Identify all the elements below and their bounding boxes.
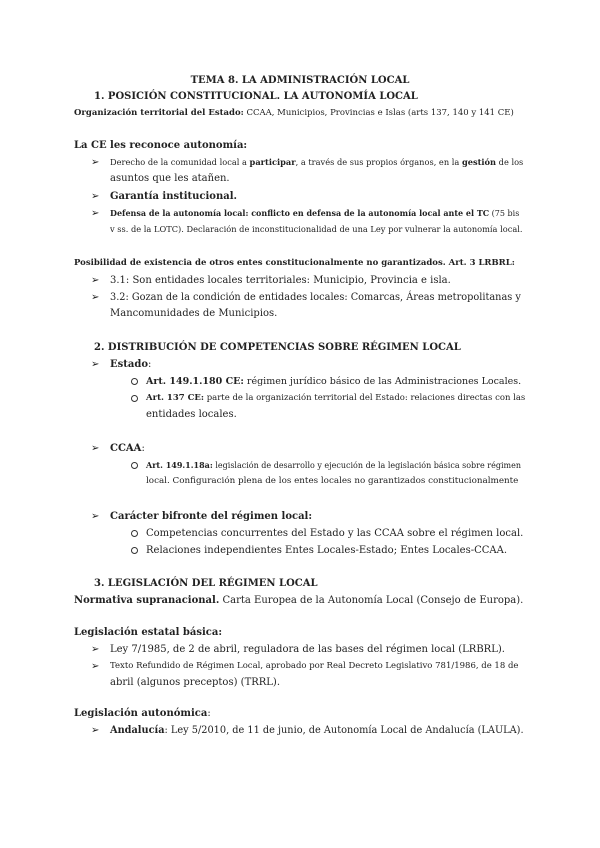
- estatal-heading: Legislación estatal básica:: [74, 627, 223, 638]
- texto-refundido-line2: abril (algunos preceptos) (TRRL).: [110, 677, 281, 688]
- bullet-defensa: [110, 206, 519, 221]
- bifronte-competencias: Competencias concurrentes del Estado y las CCAA sobre el régimen local.: [146, 528, 524, 539]
- colon: :: [141, 443, 145, 454]
- ccaa-label: CCAA: [110, 443, 142, 454]
- estado-item: [110, 357, 151, 372]
- bullet-bold: Defensa de la autonomía local: conflicto en defensa de la autonomía local ante el TC: [110, 208, 490, 218]
- section-3-heading: 3. LEGISLACIÓN DEL RÉGIMEN LOCAL: [94, 578, 318, 589]
- estado-art-137-line2: entidades locales.: [146, 409, 237, 420]
- arrow-bullet-icon: ➢: [91, 208, 100, 219]
- circle-bullet-icon: [131, 395, 138, 402]
- andalucia-text: : Ley 5/2010, de 11 de junio, de Autonomía Local de Andalucía (LAULA).: [164, 725, 524, 736]
- texto-refundido: Texto Refundido de Régimen Local, aprobado por Real Decreto Legislativo 781/1986, de 18 de: [110, 661, 519, 671]
- andalucia-item: [110, 723, 524, 738]
- colon: :: [148, 359, 152, 370]
- arrow-bullet-icon: ➢: [91, 511, 100, 522]
- bullet-participar: [110, 155, 523, 170]
- ce-autonomia-heading: La CE les reconoce autonomía:: [74, 140, 248, 151]
- section-1-heading: 1. POSICIÓN CONSTITUCIONAL. LA AUTONOMÍA LOCAL: [94, 91, 418, 102]
- ccaa-art-149: [146, 458, 521, 473]
- arrow-bullet-icon: ➢: [91, 661, 100, 672]
- ley-7-1985: Ley 7/1985, de 2 de abril, reguladora de las bases del régimen local (LRBRL).: [110, 644, 505, 655]
- arrow-bullet-icon: ➢: [91, 191, 100, 202]
- document-title: TEMA 8. LA ADMINISTRACIÓN LOCAL: [190, 75, 410, 86]
- section-2-heading: 2. DISTRIBUCIÓN DE COMPETENCIAS SOBRE RÉGIMEN LOCAL: [94, 342, 461, 353]
- estado-label: Estado: [110, 359, 149, 370]
- article-text: régimen jurídico básico de las Administraciones Locales.: [243, 376, 522, 387]
- bullet-defensa-line2: v ss. de la LOTC). Declaración de inconstitucionalidad de una Ley por vulnerar la autonomía local.: [110, 224, 523, 234]
- bullet-text: , a través de sus propios órganos, en la: [295, 157, 462, 167]
- bullet-garantia: Garantía institucional.: [110, 191, 238, 202]
- article-text: legislación de desarrollo y ejecución de la legislación básica sobre régimen: [212, 461, 521, 470]
- ccaa-item: [110, 441, 145, 456]
- circle-bullet-icon: [131, 462, 138, 469]
- circle-bullet-icon: [131, 530, 138, 537]
- autonomica-heading: [74, 706, 211, 721]
- arrow-bullet-icon: ➢: [91, 359, 100, 370]
- bullet-participar-line2: asuntos que les atañen.: [110, 173, 230, 184]
- bullet-bold: participar: [249, 157, 296, 167]
- bifronte-relaciones: Relaciones independientes Entes Locales-Estado; Entes Locales-CCAA.: [146, 545, 508, 556]
- bullet-text: de los: [496, 157, 524, 167]
- ccaa-art-149-line2: local. Configuración plena de los entes locales no garantizados constitucionalmente: [146, 476, 519, 486]
- colon: :: [207, 708, 211, 719]
- estado-art-137: [146, 391, 525, 406]
- supranacional-text: Carta Europea de la Autonomía Local (Consejo de Europa).: [219, 595, 524, 606]
- arrow-bullet-icon: ➢: [91, 275, 100, 286]
- arrow-bullet-icon: ➢: [91, 725, 100, 736]
- arrow-bullet-icon: ➢: [91, 292, 100, 303]
- org-territorial-text: CCAA, Municipios, Provincias e Islas (arts 137, 140 y 141 CE): [243, 108, 514, 118]
- supranacional-paragraph: [74, 593, 523, 608]
- article-label: Art. 149.1.180 CE:: [146, 376, 244, 387]
- circle-bullet-icon: [131, 378, 138, 385]
- autonomica-label: Legislación autonómica: [74, 708, 208, 719]
- arrow-bullet-icon: ➢: [91, 443, 100, 454]
- org-territorial-label: Organización territorial del Estado:: [74, 108, 244, 118]
- bullet-3-2-line2: Mancomunidades de Municipios.: [110, 308, 278, 319]
- arrow-bullet-icon: ➢: [91, 644, 100, 655]
- bullet-3-1: 3.1: Son entidades locales territoriales: Municipio, Provincia e isla.: [110, 275, 451, 286]
- supranacional-label: Normativa supranacional.: [74, 595, 220, 606]
- posibilidad-heading: Posibilidad de existencia de otros entes constitucionalmente no garantizados. Art. 3 LRBRL:: [74, 258, 515, 268]
- arrow-bullet-icon: ➢: [91, 157, 100, 168]
- article-label: Art. 137 CE:: [146, 393, 205, 403]
- org-territorial-paragraph: [74, 106, 514, 121]
- bullet-bold: gestión: [461, 157, 497, 167]
- bullet-text: Derecho de la comunidad local a: [110, 157, 250, 167]
- andalucia-label: Andalucía: [110, 725, 165, 736]
- bifronte-item: Carácter bifronte del régimen local:: [110, 511, 313, 522]
- article-text: parte de la organización territorial del Estado: relaciones directas con las: [204, 393, 526, 403]
- bullet-3-2: 3.2: Gozan de la condición de entidades locales: Comarcas, Áreas metropolitanas y: [110, 292, 521, 303]
- estado-art-149: [146, 374, 521, 389]
- circle-bullet-icon: [131, 547, 138, 554]
- bullet-text: (75 bis: [489, 209, 520, 218]
- article-label: Art. 149.1.18a:: [146, 460, 213, 470]
